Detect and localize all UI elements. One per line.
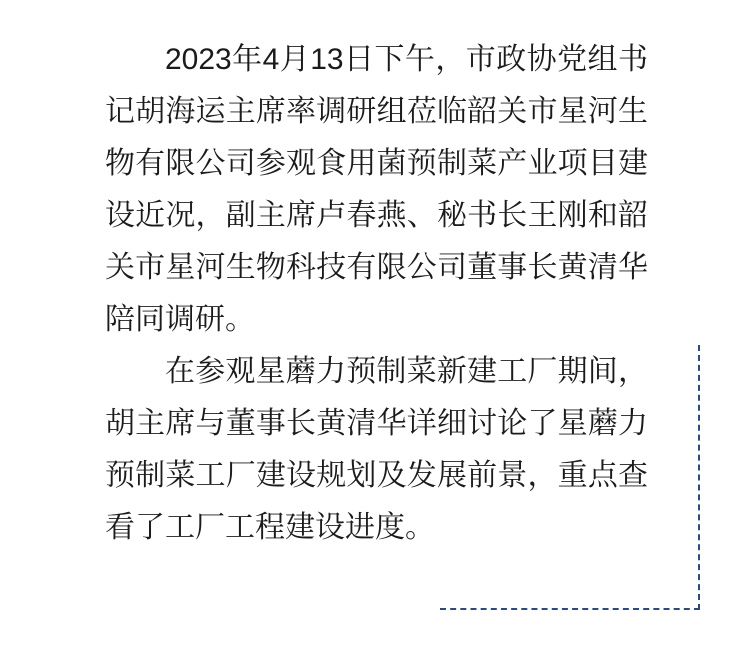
paragraph-visit-intro: 2023年4月13日下午，市政协党组书记胡海运主席率调研组莅临韶关市星河生物有限公司参观食用菌预制菜产业项目建设近况，副主席卢春燕、秘书长王刚和韶关市星河生物科技有限公司董事长黄清华陪同调研。: [105, 43, 648, 336]
paragraph-factory-tour: 在参观星蘑力预制菜新建工厂期间，胡主席与董事长黄清华详细讨论了星蘑力预制菜工厂建设规划及发展前景，重点查看了工厂工程建设进度。: [105, 355, 648, 544]
decorative-dashed-bracket-line: [440, 345, 700, 610]
